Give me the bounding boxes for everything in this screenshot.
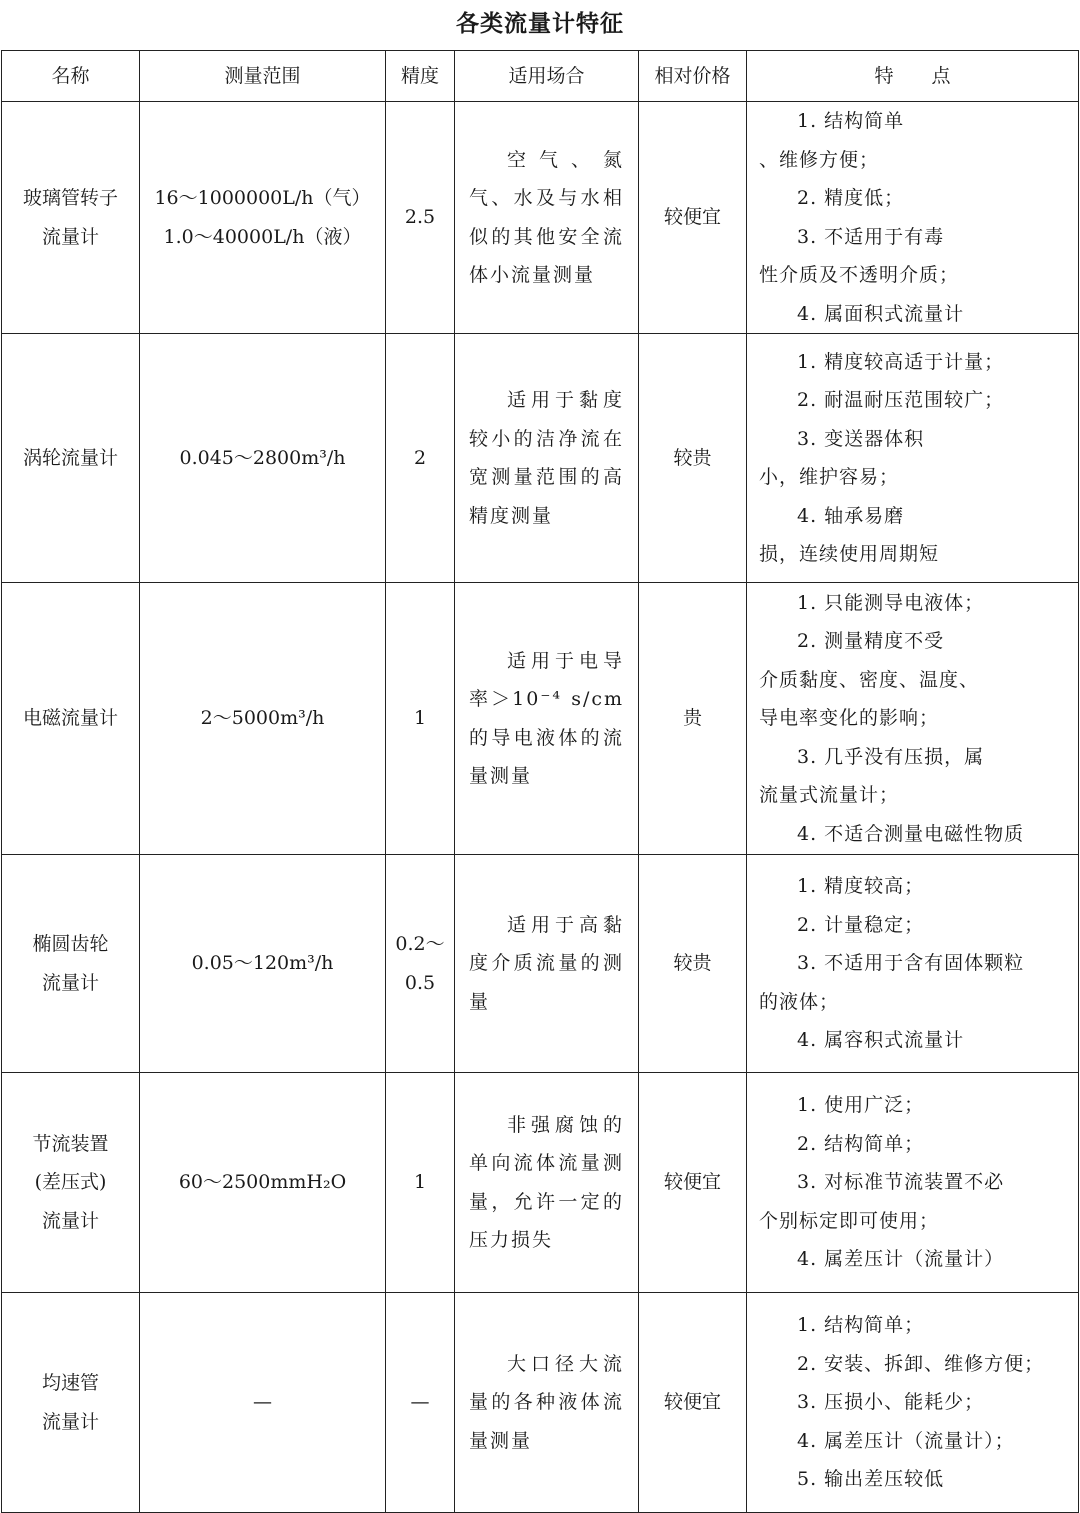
relative-price: 较贵 [673, 446, 712, 469]
precision-value: 0.2～ [395, 933, 445, 955]
measurement-range: 16～1000000L/h（气） [154, 187, 371, 209]
table-row [2, 334, 1079, 583]
measurement-range: 60～2500mmH₂O [178, 1171, 347, 1194]
feature-item: 1. 使用广泛； [797, 1094, 925, 1117]
cell-range [140, 583, 386, 855]
precision-value: 2 [413, 446, 427, 469]
cell-name [2, 1073, 140, 1293]
meter-name: 玻璃管转子 [22, 187, 118, 209]
measurement-range: 0.05～120m³/h [191, 952, 334, 975]
meter-name: 椭圆齿轮 [32, 933, 109, 955]
flowmeter-table [1, 50, 1079, 1513]
header-application: 适用场合 [455, 51, 639, 102]
cell-precision [386, 1073, 455, 1293]
meter-name: 均速管 [41, 1372, 99, 1394]
feature-item: 2. 安装、拆卸、维修方便； [797, 1352, 1045, 1375]
header-row [2, 51, 1079, 102]
meter-name: 流量计 [41, 1410, 99, 1433]
feature-item: 4. 属差压计（流量计） [797, 1248, 1005, 1271]
cell-application [455, 855, 639, 1073]
header-precision: 精度 [386, 51, 455, 102]
cell-precision [386, 583, 455, 855]
cell-precision [386, 1293, 455, 1513]
cell-features [747, 102, 1079, 334]
feature-item: 2. 结构简单； [797, 1132, 925, 1155]
cell-name [2, 855, 140, 1073]
relative-price: 较便宜 [663, 206, 721, 229]
cell-name [2, 102, 140, 334]
cell-price [639, 1073, 747, 1293]
header-features: 特 点 [747, 51, 1079, 102]
cell-application [455, 583, 639, 855]
measurement-range: 2～5000m³/h [200, 707, 325, 730]
feature-item: 2. 耐温耐压范围较广； [797, 389, 1005, 411]
header-name: 名称 [2, 51, 140, 102]
cell-precision [386, 334, 455, 583]
relative-price: 贵 [682, 707, 702, 730]
relative-price: 较便宜 [663, 1391, 721, 1414]
feature-item: 3. 几乎没有压损，属 流量式流量计； [759, 745, 985, 807]
table-row [2, 1293, 1079, 1513]
relative-price: 较便宜 [663, 1171, 721, 1194]
cell-precision [386, 855, 455, 1073]
cell-range [140, 1293, 386, 1513]
cell-price [639, 583, 747, 855]
feature-item: 3. 变送器体积 小，维护容易； [759, 427, 925, 488]
feature-item: 4. 不适合测量电磁性物质 [797, 822, 1025, 845]
application-text: 空气、氮气、水及与水相似的其他安全流体小流量测量 [469, 148, 624, 286]
application-text: 非强腐蚀的单向流体流量测量，允许一定的压力损失 [469, 1113, 624, 1251]
cell-application [455, 1293, 639, 1513]
cell-features [747, 1073, 1079, 1293]
precision-value: 2.5 [404, 206, 436, 229]
measurement-range: 0.045～2800m³/h [179, 446, 346, 469]
cell-application [455, 102, 639, 334]
precision-value: 1 [413, 1171, 427, 1194]
cell-features [747, 855, 1079, 1073]
cell-range [140, 102, 386, 334]
table-row [2, 855, 1079, 1073]
cell-application [455, 334, 639, 583]
cell-range [140, 855, 386, 1073]
feature-item: 4. 属容积式流量计 [797, 1029, 965, 1052]
feature-item: 3. 不适用于有毒 性介质及不透明介质； [759, 225, 960, 286]
application-text: 适用于高黏度介质流量的测量 [469, 913, 624, 1013]
cell-features [747, 1293, 1079, 1513]
cell-price [639, 855, 747, 1073]
meter-name: 电磁流量计 [22, 707, 118, 730]
precision-value: 0.5 [404, 971, 436, 994]
meter-name: (差压式) [34, 1171, 107, 1194]
feature-item: 1. 精度较高适于计量； [797, 350, 1005, 373]
application-text: 适用于黏度较小的洁净流在宽测量范围的高精度测量 [469, 389, 624, 527]
table-row [2, 102, 1079, 334]
measurement-range: — [253, 1391, 272, 1414]
measurement-range: 1.0～40000L/h（液） [163, 225, 362, 248]
feature-item: 3. 对标准节流装置不必 个别标定即可使用； [759, 1171, 1005, 1232]
feature-item: 4. 轴承易磨 损，连续使用周期短 [759, 504, 940, 565]
cell-precision [386, 102, 455, 334]
meter-name: 涡轮流量计 [22, 446, 118, 469]
header-range: 测量范围 [140, 51, 386, 102]
page-title: 各类流量计特征 [456, 11, 624, 37]
feature-item: 1. 只能测导电液体； [797, 591, 985, 614]
cell-application [455, 1073, 639, 1293]
feature-item: 1. 结构简单； [797, 1314, 925, 1337]
cell-range [140, 334, 386, 583]
feature-item: 5. 输出差压较低 [797, 1468, 945, 1491]
meter-name: 流量计 [41, 1209, 99, 1232]
feature-item: 4. 属差压计（流量计）； [797, 1429, 1015, 1452]
cell-name [2, 583, 140, 855]
header-price: 相对价格 [639, 51, 747, 102]
feature-item: 2. 精度低； [797, 187, 905, 209]
feature-item: 4. 属面积式流量计 [797, 302, 965, 325]
feature-item: 3. 不适用于含有固体颗粒 的液体； [759, 952, 1025, 1013]
cell-features [747, 334, 1079, 583]
application-text: 适用于电导率＞10⁻⁴ s/cm的导电液体的流量测量 [469, 649, 624, 787]
cell-name [2, 334, 140, 583]
relative-price: 较贵 [673, 952, 712, 975]
meter-name: 节流装置 [32, 1132, 109, 1155]
cell-price [639, 102, 747, 334]
feature-item: 1. 精度较高； [797, 875, 925, 898]
cell-price [639, 1293, 747, 1513]
precision-value: — [410, 1391, 430, 1414]
cell-range [140, 1073, 386, 1293]
application-text: 大口径大流量的各种液体流量测量 [469, 1352, 624, 1452]
feature-item: 1. 结构简单 、维修方便； [759, 110, 905, 171]
meter-name: 流量计 [41, 225, 99, 248]
meter-name: 流量计 [41, 971, 99, 994]
cell-features [747, 583, 1079, 855]
precision-value: 1 [413, 707, 427, 730]
table-body [2, 102, 1079, 1513]
cell-price [639, 334, 747, 583]
feature-item: 3. 压损小、能耗少； [797, 1391, 985, 1414]
feature-item: 2. 测量精度不受 介质黏度、密度、温度、 导电率变化的影响； [759, 630, 980, 730]
table-row [2, 583, 1079, 855]
cell-name [2, 1293, 140, 1513]
feature-item: 2. 计量稳定； [797, 913, 925, 936]
table-row [2, 1073, 1079, 1293]
